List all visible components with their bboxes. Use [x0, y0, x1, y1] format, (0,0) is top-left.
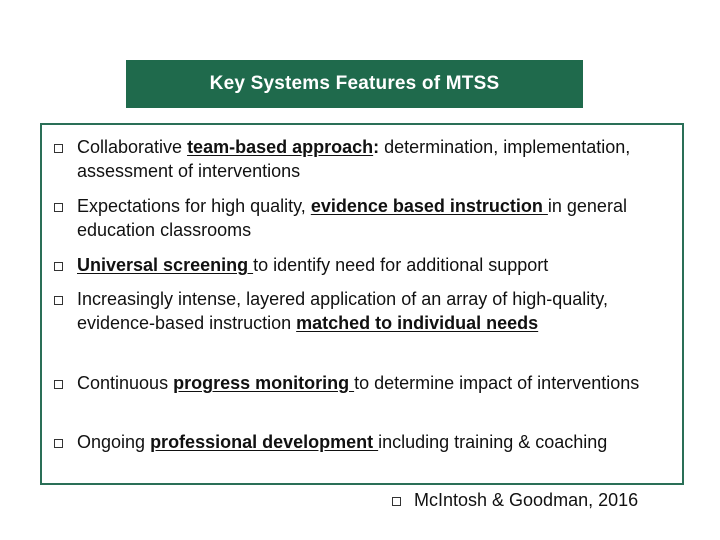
text-run: implementation, assessment of interventions: [77, 137, 631, 181]
text-run: including training & coaching: [378, 432, 608, 452]
square-bullet-icon: [54, 296, 63, 305]
list-item-text: [77, 287, 647, 335]
emphasized-text: progress monitoring: [173, 373, 355, 393]
square-bullet-icon: [54, 439, 63, 448]
text-run: determination,: [379, 137, 504, 157]
list-item-text: [77, 371, 647, 395]
citation-text: McIntosh & Goodman, 2016: [414, 490, 639, 510]
emphasized-text: Universal screening: [77, 255, 254, 275]
square-bullet-icon: [54, 380, 63, 389]
emphasized-text: professional development: [150, 432, 379, 452]
square-bullet-icon: [54, 144, 63, 153]
text-run: Ongoing: [77, 432, 151, 452]
emphasized-text: team-based approach: [187, 137, 374, 157]
list-item-text: [77, 135, 647, 183]
text-run: to determine impact of interventions: [354, 373, 640, 393]
slide-title-bar: [126, 60, 583, 108]
square-bullet-icon: [392, 497, 401, 506]
square-bullet-icon: [54, 262, 63, 271]
text-run: in general education classrooms: [77, 196, 627, 240]
text-run: Continuous: [77, 373, 174, 393]
list-item-text: [77, 253, 647, 277]
square-bullet-icon: [54, 203, 63, 212]
text-run: Collaborative: [77, 137, 188, 157]
text-run: to identify need for additional support: [253, 255, 549, 275]
text-run: Increasingly intense, layered application of an array of high-quality, evidence-based instruction: [77, 289, 608, 333]
list-item-text: [77, 194, 647, 242]
list-item-text: [77, 430, 647, 454]
features-list-box: [40, 123, 684, 485]
emphasized-text: matched to individual needs: [296, 313, 539, 333]
slide-title: Key Systems Features of MTSS: [209, 73, 500, 94]
citation: [390, 488, 710, 512]
emphasized-text: evidence based instruction: [310, 196, 548, 216]
emphasized-text: :: [373, 137, 380, 157]
text-run: Expectations for high quality,: [77, 196, 311, 216]
